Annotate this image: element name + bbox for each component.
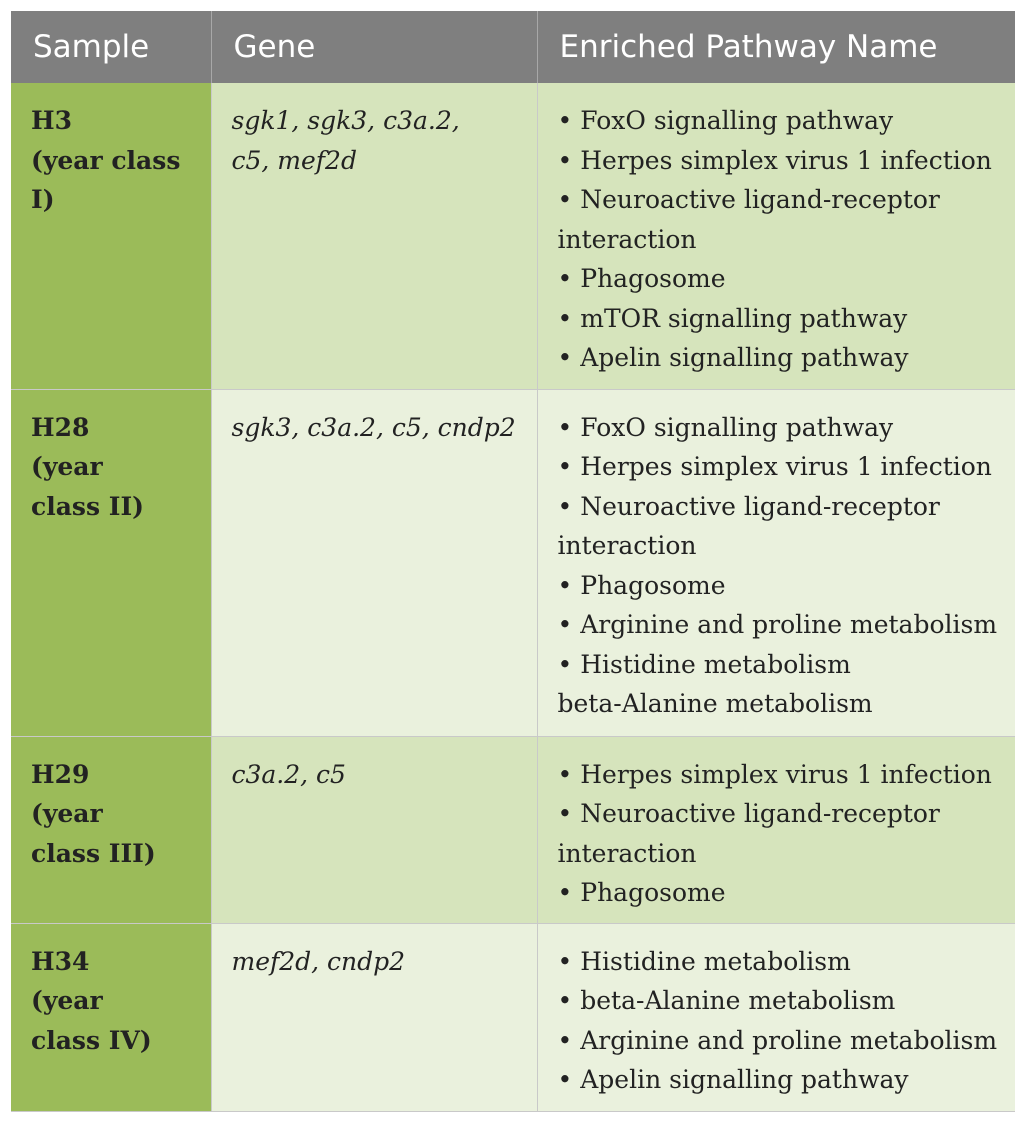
pathway-name: Neuroactive ligand-receptor interaction — [557, 185, 940, 254]
list-item — [558, 487, 1006, 566]
sample-class: (year class III) — [31, 799, 156, 868]
list-item — [558, 981, 1006, 1021]
header-gene: Gene — [211, 11, 537, 83]
list-item — [558, 942, 1006, 982]
pathway-name: Arginine and proline metabolism — [580, 610, 998, 639]
pathway-name: Neuroactive ligand-receptor interaction — [557, 799, 940, 868]
pathway-name: Histidine metabolism — [580, 649, 851, 679]
sample-id: H34 — [31, 946, 90, 976]
gene-cell: c3a.2, c5 — [211, 736, 537, 923]
list-item — [558, 873, 1006, 913]
sample-class: (year class IV) — [31, 986, 152, 1055]
bullet-icon: • — [557, 1025, 573, 1055]
list-item — [558, 101, 1006, 141]
pathway-cell — [537, 923, 1015, 1111]
sample-id: H3 — [31, 106, 73, 135]
bullet-icon: • — [557, 799, 573, 828]
gene-cell: sgk1, sgk3, c3a.2, c5, mef2d — [211, 83, 537, 389]
pathway-name: Herpes simplex virus 1 infection — [580, 452, 992, 481]
header-row — [11, 11, 1015, 83]
list-item — [558, 408, 1006, 448]
list-item — [558, 180, 1006, 259]
list-item — [558, 684, 1006, 724]
bullet-icon: • — [557, 264, 573, 293]
bullet-icon: • — [557, 986, 573, 1015]
header-pathway: Enriched Pathway Name — [537, 11, 1015, 83]
sample-cell — [11, 736, 211, 923]
list-item — [558, 141, 1006, 181]
list-item — [558, 605, 1006, 645]
list-item — [558, 566, 1006, 606]
sample-cell — [11, 923, 211, 1111]
list-item — [558, 794, 1006, 873]
bullet-icon: • — [557, 185, 573, 214]
pathway-name: Apelin signalling pathway — [580, 343, 909, 372]
bullet-icon: • — [557, 570, 573, 600]
bullet-icon: • — [557, 303, 573, 333]
bullet-icon: • — [557, 946, 573, 976]
sample-class: (year class I) — [31, 145, 181, 214]
pathway-table — [11, 11, 1015, 1112]
bullet-icon: • — [557, 610, 573, 639]
bullet-icon: • — [557, 106, 573, 135]
pathway-name: Phagosome — [580, 570, 726, 600]
pathway-name: Histidine metabolism — [580, 946, 851, 976]
sample-id: H29 — [31, 759, 90, 789]
pathway-name: mTOR signalling pathway — [580, 303, 908, 333]
pathway-list — [558, 755, 1006, 913]
list-item — [558, 259, 1006, 299]
pathway-name: FoxO signalling pathway — [580, 106, 894, 135]
pathway-cell — [537, 736, 1015, 923]
list-item — [558, 645, 1006, 685]
sample-id: H28 — [31, 412, 90, 442]
table-row — [11, 736, 1015, 923]
bullet-icon: • — [557, 759, 573, 789]
pathway-cell — [537, 83, 1015, 389]
header-sample: Sample — [11, 11, 211, 83]
table-row — [11, 923, 1015, 1111]
bullet-icon: • — [557, 145, 573, 175]
list-item — [558, 1021, 1006, 1061]
pathway-list — [558, 942, 1006, 1100]
bullet-icon: • — [557, 412, 573, 442]
bullet-icon: • — [557, 878, 573, 907]
pathway-name: Phagosome — [580, 264, 726, 293]
sample-cell — [11, 83, 211, 389]
bullet-icon: • — [557, 491, 573, 521]
list-item — [558, 299, 1006, 339]
list-item — [558, 1060, 1006, 1100]
pathway-list — [558, 408, 1006, 724]
pathway-list — [558, 101, 1006, 378]
pathway-name: beta-Alanine metabolism — [580, 986, 896, 1015]
list-item — [558, 447, 1006, 487]
gene-cell: sgk3, c3a.2, c5, cndp2 — [211, 389, 537, 736]
pathway-name: Arginine and proline metabolism — [580, 1025, 998, 1055]
pathway-name: FoxO signalling pathway — [580, 412, 894, 442]
sample-cell — [11, 389, 211, 736]
table-row — [11, 83, 1015, 389]
table-row — [11, 389, 1015, 736]
pathway-name: Phagosome — [580, 878, 726, 907]
bullet-icon: • — [557, 649, 573, 679]
list-item — [558, 755, 1006, 795]
pathway-name: Apelin signalling pathway — [580, 1065, 909, 1094]
bullet-icon: • — [557, 1065, 573, 1094]
pathway-name: Herpes simplex virus 1 infection — [580, 759, 992, 789]
sample-class: (year class II) — [31, 452, 144, 521]
pathway-cell — [537, 389, 1015, 736]
pathway-name: Neuroactive ligand-receptor interaction — [557, 491, 940, 560]
list-item — [558, 338, 1006, 378]
pathway-name: Herpes simplex virus 1 infection — [580, 145, 992, 175]
bullet-icon: • — [557, 452, 573, 481]
pathway-name: beta-Alanine metabolism — [557, 689, 873, 718]
bullet-icon: • — [557, 343, 573, 372]
gene-cell: mef2d, cndp2 — [211, 923, 537, 1111]
